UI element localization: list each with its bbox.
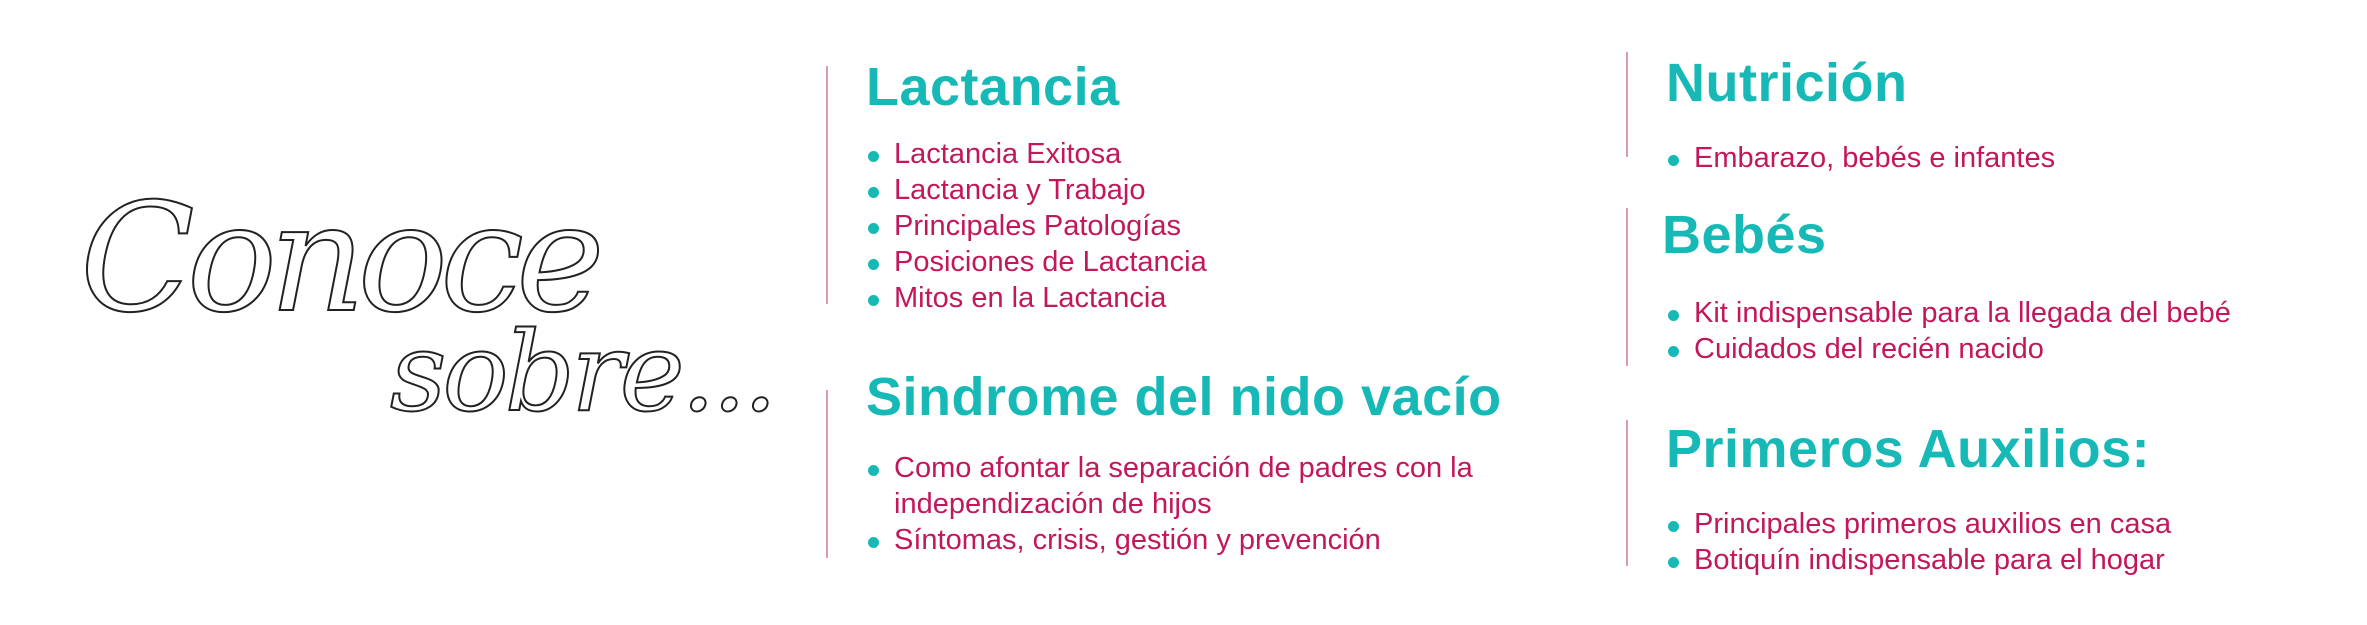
list-nutricion — [1666, 140, 2055, 176]
section-nutricion — [1626, 52, 2056, 174]
section-title-nutricion: Nutrición — [1666, 53, 1908, 113]
list-item: Principales primeros auxilios en casa — [1666, 506, 2171, 542]
list-item: Como afontar la separación de padres con la independización de hijos — [866, 450, 1554, 522]
list-lactancia — [866, 136, 1207, 316]
section-bebes — [1626, 205, 2231, 366]
intro-line1: Conoce — [80, 172, 597, 346]
list-item: Embarazo, bebés e infantes — [1666, 140, 2055, 176]
intro-line2: sobre... — [390, 308, 774, 436]
list-item: Mitos en la Lactancia — [866, 280, 1207, 316]
list-item: Botiquín indispensable para el hogar — [1666, 542, 2171, 578]
list-bebes — [1666, 295, 2231, 367]
list-item: Principales Patologías — [866, 208, 1207, 244]
section-title-primeros-auxilios: Primeros Auxilios: — [1666, 419, 2151, 479]
list-item: Kit indispensable para la llegada del bebé — [1666, 295, 2231, 331]
section-primeros-auxilios — [1626, 419, 2172, 576]
intro-script — [70, 160, 790, 460]
section-title-nido-vacio: Sindrome del nido vacío — [866, 367, 1502, 427]
section-nido-vacio — [826, 367, 1554, 558]
list-item: Posiciones de Lactancia — [866, 244, 1207, 280]
list-item: Cuidados del recién nacido — [1666, 331, 2231, 367]
section-title-lactancia: Lactancia — [866, 57, 1120, 117]
list-item: Lactancia Exitosa — [866, 136, 1207, 172]
section-lactancia — [826, 57, 1207, 314]
list-item: Lactancia y Trabajo — [866, 172, 1207, 208]
section-title-bebes: Bebés — [1662, 205, 1827, 265]
list-item: Síntomas, crisis, gestión y prevención — [866, 522, 1554, 558]
list-nido-vacio — [866, 450, 1554, 558]
list-primeros-auxilios — [1666, 506, 2171, 578]
